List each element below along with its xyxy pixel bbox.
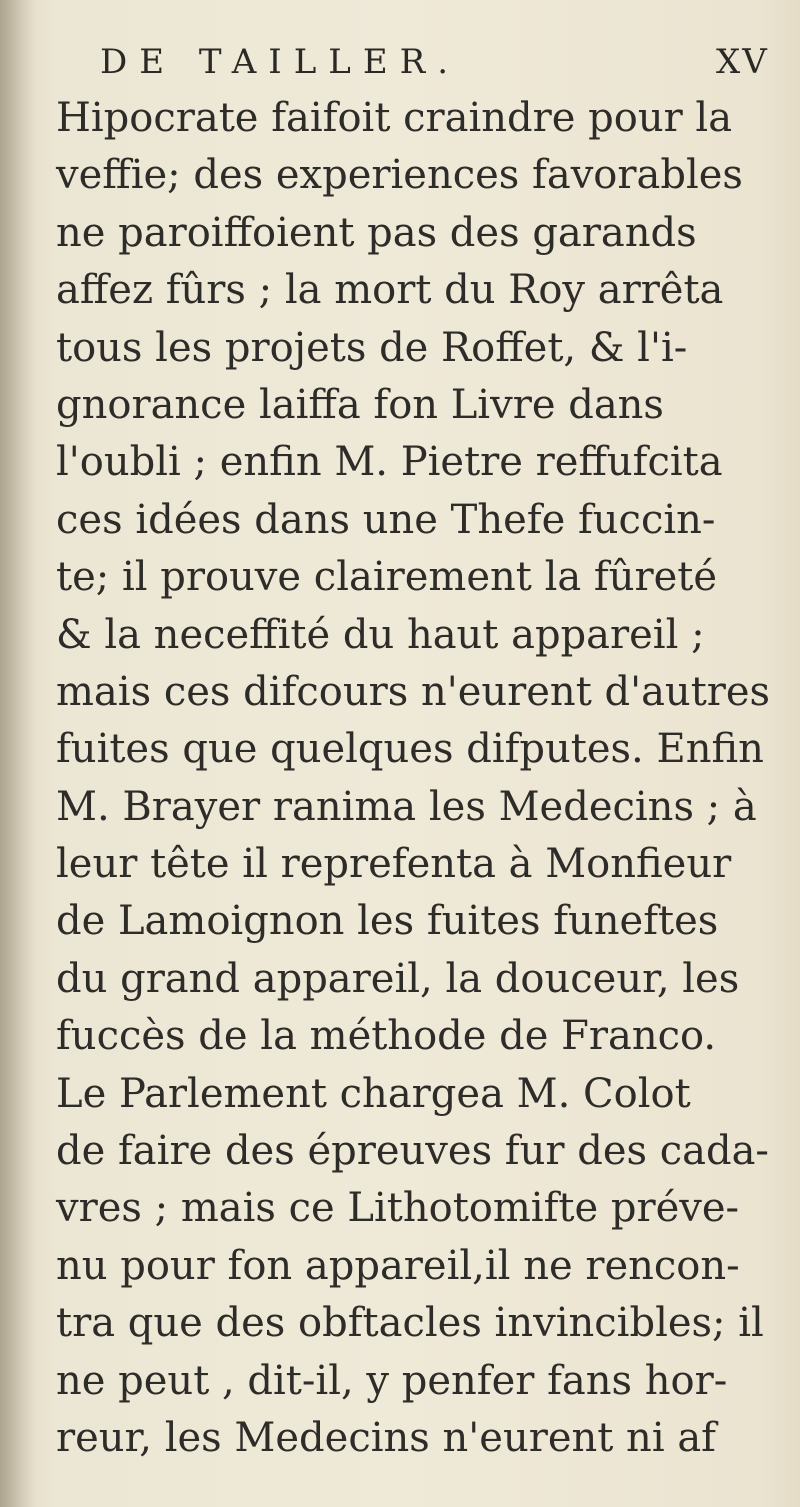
running-head-title: DE TAILLER. bbox=[100, 42, 461, 82]
text-line: Le Parlement chargea M. Colot bbox=[56, 1070, 691, 1117]
text-line: fuccès de la méthode de Franco. bbox=[56, 1013, 717, 1060]
text-line: de Lamoignon les fuites funeftes bbox=[56, 898, 719, 945]
text-line: ne peut , dit-il, y penfer fans hor- bbox=[56, 1357, 728, 1404]
page-number: XV bbox=[716, 42, 769, 82]
text-line: affez fûrs ; la mort du Roy arrêta bbox=[56, 267, 724, 314]
text-line: ne paroiffoient pas des garands bbox=[56, 209, 697, 256]
text-line: tous les projets de Roffet, & l'i- bbox=[56, 324, 688, 371]
text-body bbox=[56, 90, 776, 1467]
text-line: leur tête il reprefenta à Monfieur bbox=[56, 841, 732, 888]
text-line: nu pour fon appareil,il ne rencon- bbox=[56, 1242, 740, 1289]
running-head bbox=[100, 34, 710, 90]
text-line: du grand appareil, la douceur, les bbox=[56, 955, 740, 1002]
text-line: fuites que quelques difputes. Enfin bbox=[56, 726, 764, 773]
text-line: ces idées dans une Thefe fuccin- bbox=[56, 496, 716, 543]
text-line: & la neceffité du haut appareil ; bbox=[56, 611, 705, 658]
text-line: l'oubli ; enfin M. Pietre reffufcita bbox=[56, 439, 723, 486]
text-line: mais ces difcours n'eurent d'autres bbox=[56, 668, 771, 715]
text-line: de faire des épreuves fur des cada- bbox=[56, 1128, 769, 1175]
text-line: veffie; des experiences favorables bbox=[56, 152, 743, 199]
text-line: Hipocrate faifoit craindre pour la bbox=[56, 95, 733, 141]
text-line: gnorance laiffa fon Livre dans bbox=[56, 381, 664, 428]
text-line: M. Brayer ranima les Medecins ; à bbox=[56, 783, 757, 830]
text-line: reur, les Medecins n'eurent ni af bbox=[56, 1414, 716, 1461]
text-line: vres ; mais ce Lithotomifte préve- bbox=[56, 1185, 740, 1232]
text-line: te; il prouve clairement la fûreté bbox=[56, 554, 718, 601]
text-line: tra que des obftacles invincibles; il bbox=[56, 1300, 764, 1347]
